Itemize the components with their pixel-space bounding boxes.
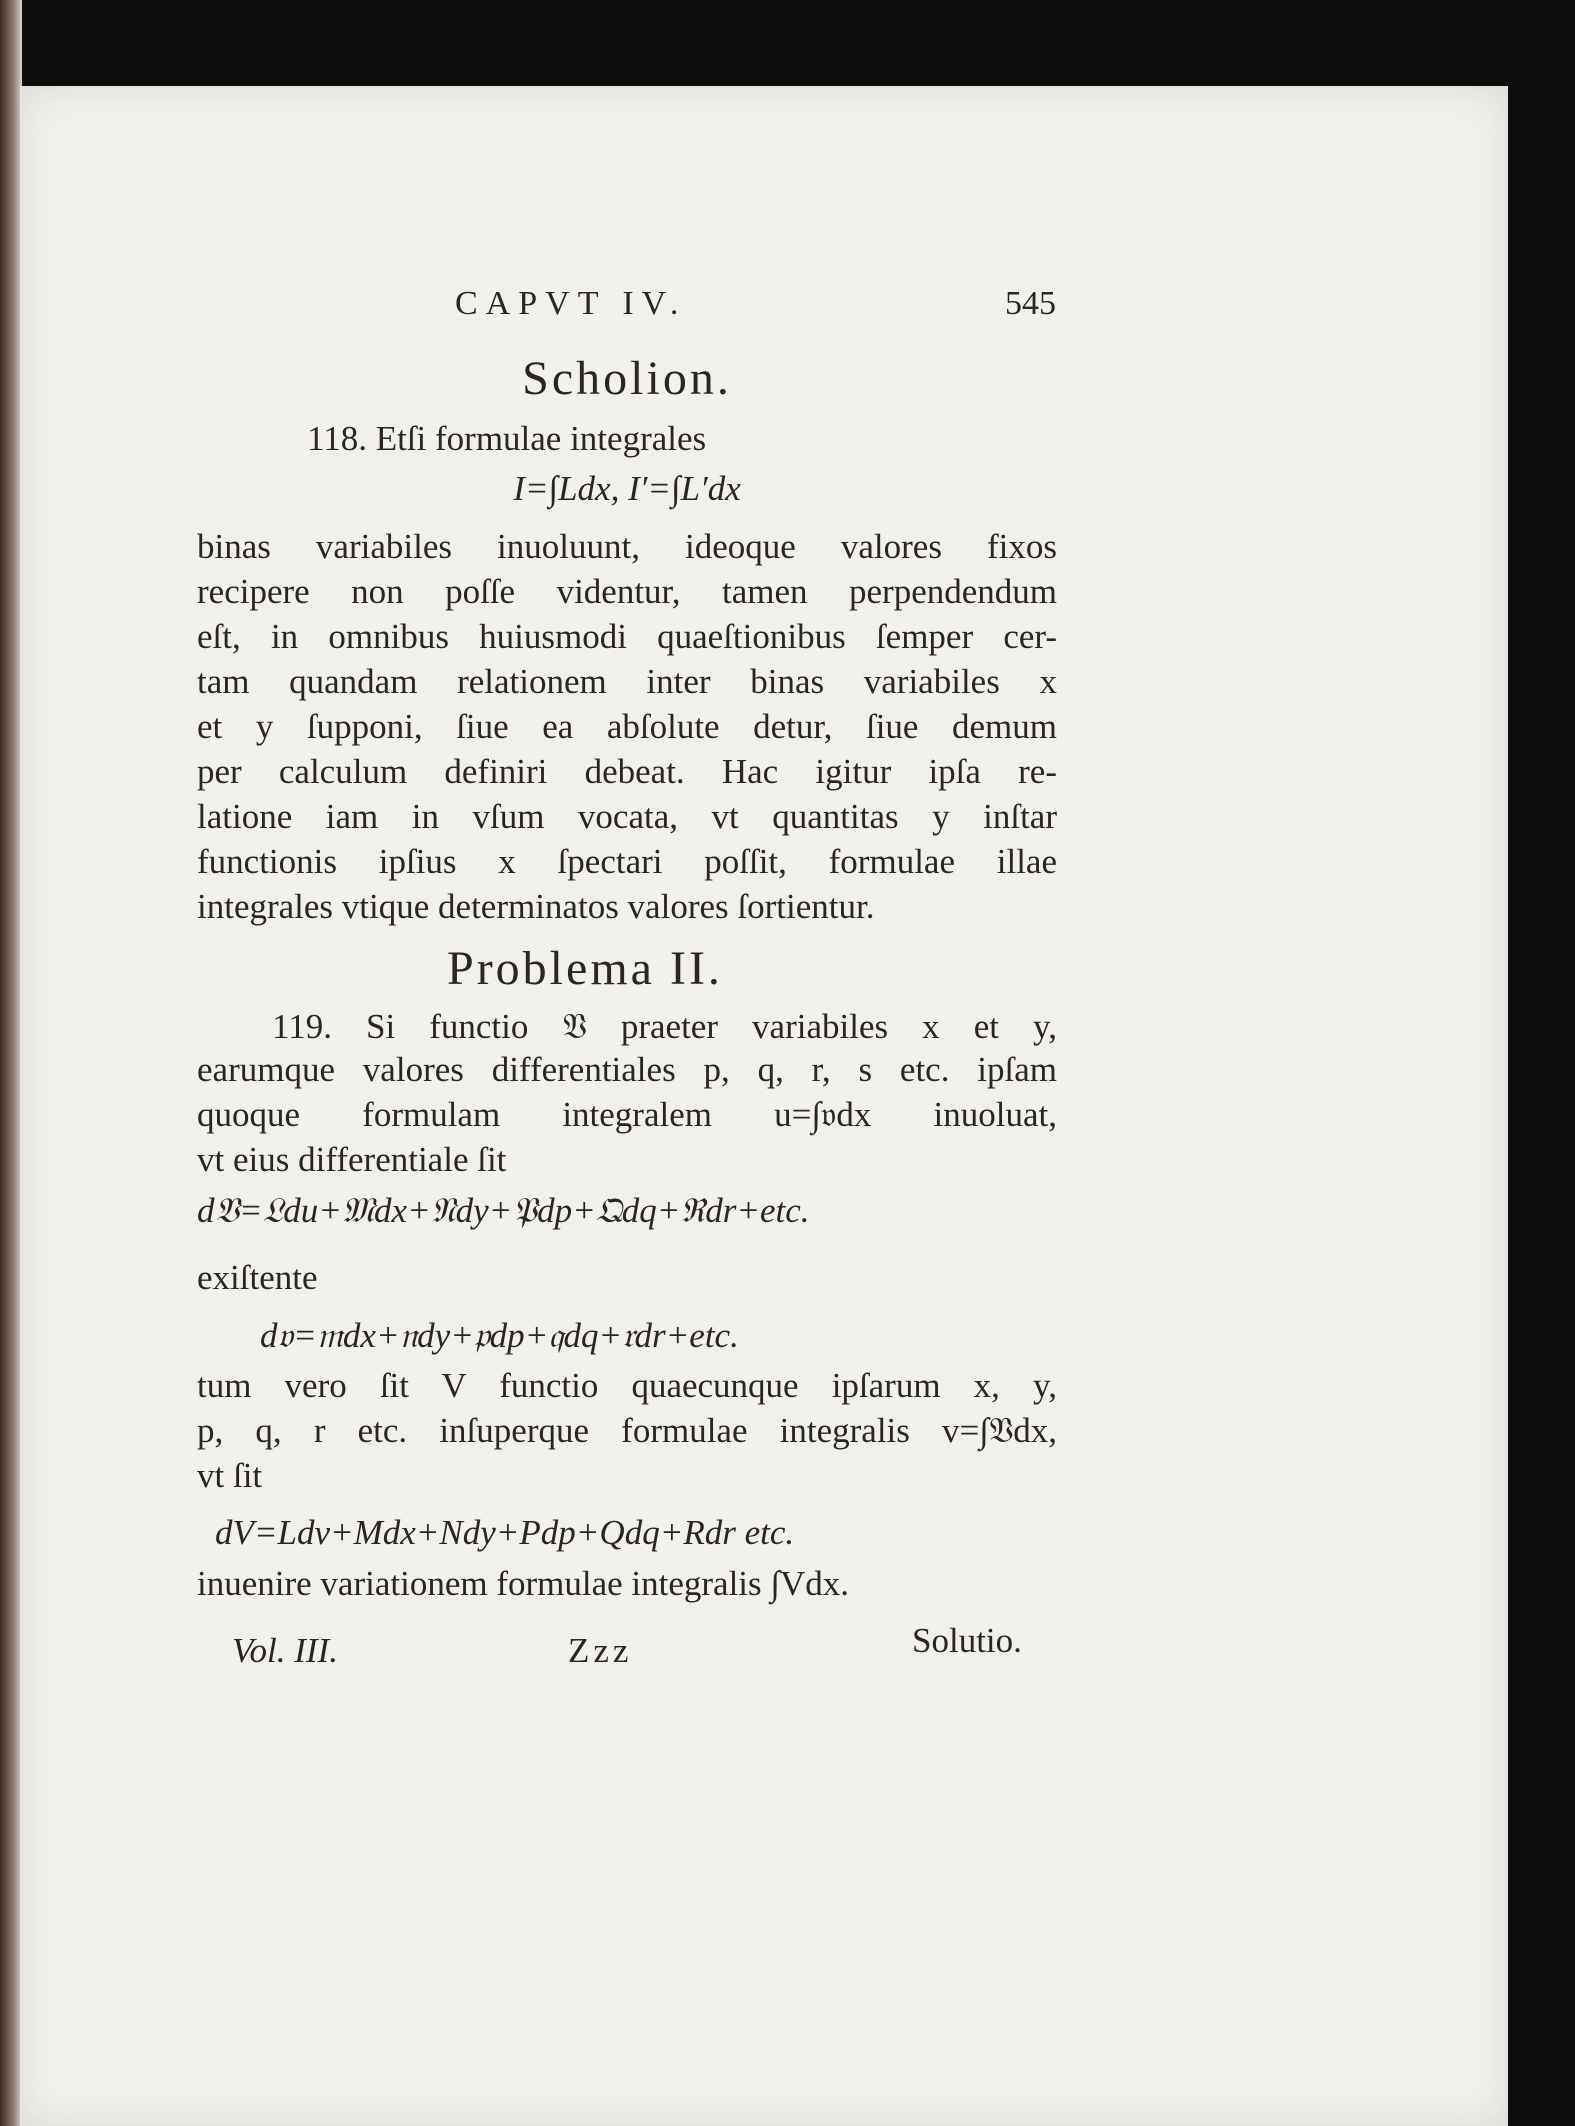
section-heading-problema: Problema II. (447, 942, 723, 995)
text-line: latione iam in vſum vocata, vt quantitas y inſtar (197, 797, 1057, 836)
text-line: exiſtente (197, 1258, 318, 1297)
text-line: et y ſupponi, ſiue ea abſolute detur, ſiue demum (197, 707, 1057, 746)
running-title: CAPVT IV. (455, 285, 687, 322)
formula-dV-fraktur: d𝔙=𝔏du+𝔐dx+𝔑dy+𝔓dp+𝔔dq+ℜdr+etc. (197, 1191, 810, 1230)
paragraph-118-start: 118. Etſi formulae integrales (307, 419, 707, 458)
text-line: inuenire variationem formulae integralis ∫Vdx. (197, 1564, 850, 1603)
text-line: vt ſit (197, 1456, 263, 1495)
text-line: earumque valores differentiales p, q, r, s etc. ipſam (197, 1050, 1057, 1089)
text-line: functionis ipſius x ſpectari poſſit, formulae illae (197, 842, 1057, 881)
text-line: per calculum definiri debeat. Hac igitur ipſa re- (197, 752, 1057, 791)
paragraph-119-start: 119. Si functio 𝔙 praeter variabiles x et y, (272, 1007, 1057, 1046)
text-line: tum vero ſit V functio quaecunque ipſarum x, y, (197, 1366, 1057, 1405)
footer-volume: Vol. III. (232, 1631, 338, 1670)
text-line: integrales vtique determinatos valores ſortientur. (197, 887, 875, 926)
section-heading-scholion: Scholion. (522, 352, 732, 405)
text-line: quoque formulam integralem u=∫𝔳dx inuoluat, (197, 1095, 1057, 1134)
footer-signature: Zzz (568, 1631, 633, 1670)
text-line: recipere non poſſe videntur, tamen perpendendum (197, 572, 1057, 611)
formula-dV: dV=Ldv+Mdx+Ndy+Pdp+Qdq+Rdr etc. (215, 1513, 795, 1552)
text-line: p, q, r etc. inſuperque formulae integralis v=∫𝔙dx, (197, 1411, 1057, 1450)
text-line: eſt, in omnibus huiusmodi quaeſtionibus ſemper cer- (197, 617, 1057, 656)
formula-integrals: I=∫Ldx, I′=∫L′dx (513, 469, 741, 508)
text-line: binas variabiles inuoluunt, ideoque valores fixos (197, 527, 1057, 566)
text-line: vt eius differentiale ſit (197, 1140, 507, 1179)
book-spine (0, 0, 22, 2126)
page-number: 545 (1005, 285, 1056, 322)
footer-catchword: Solutio. (912, 1621, 1022, 1660)
formula-dv: d𝔳=𝔪dx+𝔫dy+𝔭dp+𝔮dq+𝔯dr+etc. (260, 1316, 739, 1355)
text-line: tam quandam relationem inter binas variabiles x (197, 662, 1057, 701)
